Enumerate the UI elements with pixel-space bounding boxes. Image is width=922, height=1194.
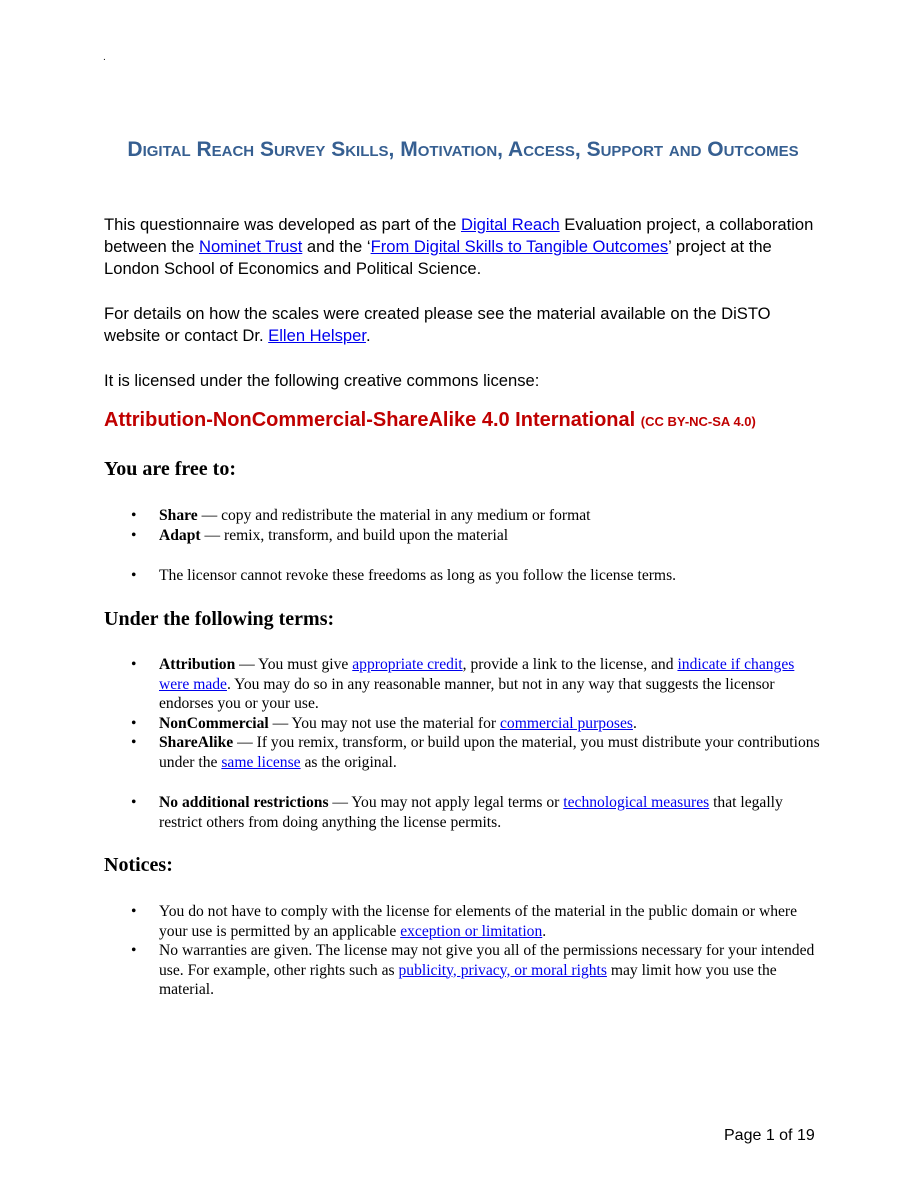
list-item-text: may limit how you use the material. bbox=[159, 961, 777, 998]
license-name: Attribution-NonCommercial-ShareAlike 4.0 International bbox=[104, 409, 636, 431]
list-item-text: — You may not apply legal terms or bbox=[328, 794, 564, 811]
list-item-text: — You may not use the material for bbox=[268, 714, 500, 732]
intro-text: ’ project at the London School of Economics and Political Science. bbox=[104, 237, 772, 278]
list-item-text: , provide a link to the license, and bbox=[462, 656, 678, 673]
list-item bbox=[104, 733, 820, 772]
list-item-term: No additional restrictions bbox=[159, 794, 329, 811]
terms-list bbox=[104, 655, 820, 772]
list-item bbox=[104, 655, 820, 714]
publicity-privacy-rights-link[interactable]: publicity, privacy, or moral rights bbox=[398, 961, 607, 979]
list-item-text: . bbox=[632, 714, 637, 732]
details-text: . bbox=[365, 326, 371, 345]
list-item-text: — You must give bbox=[235, 656, 353, 673]
list-item bbox=[104, 566, 820, 586]
freedoms-list bbox=[104, 506, 820, 545]
exception-limitation-link[interactable]: exception or limitation bbox=[400, 922, 543, 940]
notices-list bbox=[104, 902, 820, 1000]
list-item-text: . You may do so in any reasonable manner, but not in any way that suggests the licensor endorses you or your use. bbox=[159, 675, 775, 712]
list-item-term: Share bbox=[159, 507, 198, 524]
list-item-text: The licensor cannot revoke these freedoms as long as you follow the license terms. bbox=[159, 567, 677, 584]
same-license-link[interactable]: same license bbox=[221, 753, 301, 771]
intro-text: This questionnaire was developed as part of the bbox=[104, 215, 461, 234]
list-item-text: — If you remix, transform, or build upon the material, you must distribute your contributions under the bbox=[159, 734, 820, 771]
restrictions-list bbox=[104, 793, 820, 832]
list-item bbox=[104, 793, 820, 832]
intro-paragraph bbox=[104, 214, 824, 280]
list-item-text: as the original. bbox=[300, 753, 397, 771]
nominet-trust-link[interactable]: Nominet Trust bbox=[199, 237, 303, 256]
details-paragraph bbox=[104, 303, 824, 347]
list-item-text: You do not have to comply with the license for elements of the material in the public domain or where your use is permitted by an applicable bbox=[159, 903, 798, 940]
list-item-text: that legally restrict others from doing anything the license permits. bbox=[159, 794, 783, 831]
technological-measures-link[interactable]: technological measures bbox=[563, 794, 710, 811]
license-intro-text: It is licensed under the following creative commons license: bbox=[104, 371, 540, 390]
list-item bbox=[104, 902, 820, 941]
intro-text: and the ‘ bbox=[302, 237, 371, 256]
page-marker: . bbox=[103, 52, 106, 63]
license-heading bbox=[104, 406, 756, 436]
list-item-text: — copy and redistribute the material in any medium or format bbox=[197, 507, 591, 524]
document-title: Digital Reach Survey Skills, Motivation, Access, Support and Outcomes bbox=[127, 138, 799, 161]
indicate-changes-link[interactable]: indicate if changes were made bbox=[159, 656, 795, 693]
list-item-term: Adapt bbox=[159, 526, 201, 544]
disto-project-link[interactable]: From Digital Skills to Tangible Outcomes bbox=[370, 237, 669, 256]
list-item-text: . bbox=[542, 922, 547, 940]
free-to-heading: You are free to: bbox=[104, 458, 236, 480]
terms-heading: Under the following terms: bbox=[104, 608, 335, 630]
list-item bbox=[104, 941, 820, 1000]
intro-text: Evaluation project, a collaboration between the bbox=[104, 215, 814, 256]
list-item bbox=[104, 506, 820, 526]
page-number: Page 1 of 19 bbox=[724, 1127, 815, 1144]
list-item bbox=[104, 526, 820, 546]
revoke-list bbox=[104, 566, 820, 586]
list-item-text: — remix, transform, and build upon the material bbox=[200, 526, 509, 544]
list-item-term: Attribution bbox=[159, 656, 236, 673]
digital-reach-link[interactable]: Digital Reach bbox=[460, 215, 560, 234]
details-text: For details on how the scales were created please see the material available on the DiSTO website or contact Dr. bbox=[104, 304, 771, 345]
ellen-helsper-link[interactable]: Ellen Helsper bbox=[268, 326, 366, 345]
license-abbreviation: (CC BY-NC-SA 4.0) bbox=[640, 414, 756, 429]
commercial-purposes-link[interactable]: commercial purposes bbox=[500, 714, 633, 732]
list-item-term: NonCommercial bbox=[159, 714, 269, 732]
list-item-text: No warranties are given. The license may not give you all of the permissions necessary for your intended use. For example, other rights such as bbox=[159, 942, 815, 979]
appropriate-credit-link[interactable]: appropriate credit bbox=[352, 656, 463, 673]
notices-heading: Notices: bbox=[104, 854, 173, 876]
list-item-term: ShareAlike bbox=[159, 734, 234, 751]
list-item bbox=[104, 714, 820, 734]
